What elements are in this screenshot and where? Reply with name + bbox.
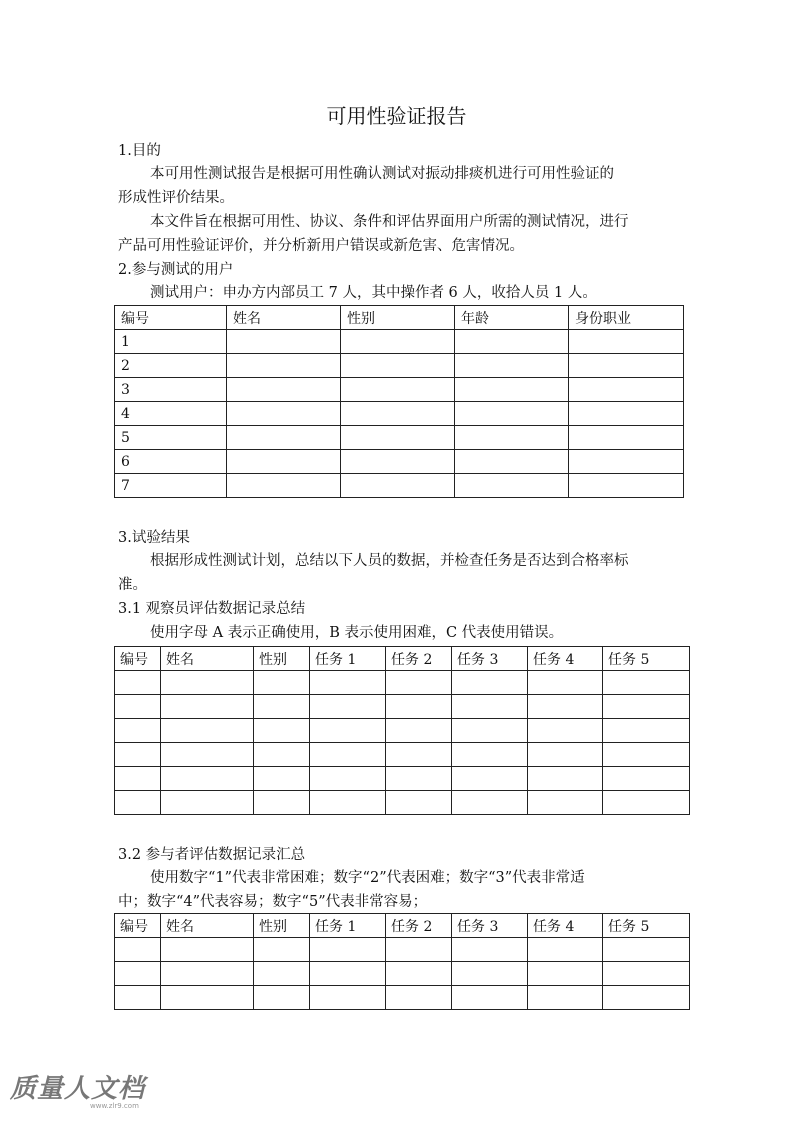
table-row bbox=[115, 450, 684, 474]
table-cell bbox=[452, 791, 528, 815]
table-cell bbox=[603, 719, 690, 743]
table-cell bbox=[341, 474, 455, 498]
table-row bbox=[115, 719, 690, 743]
header-cell: 编号 bbox=[115, 306, 227, 330]
paragraph-line: 本可用性测试报告是根据可用性确认测试对振动排痰机进行可用性验证的 bbox=[150, 166, 614, 182]
table-row bbox=[115, 938, 690, 962]
table-cell bbox=[227, 378, 341, 402]
table-cell bbox=[455, 450, 569, 474]
header-cell: 任务 2 bbox=[386, 647, 452, 671]
table-cell bbox=[455, 426, 569, 450]
watermark-text: 质量人文档 bbox=[10, 1074, 146, 1104]
header-cell: 姓名 bbox=[227, 306, 341, 330]
table-cell bbox=[254, 938, 310, 962]
header-cell: 任务 3 bbox=[452, 914, 528, 938]
paragraph-line: 根据形成性测试计划，总结以下人员的数据，并检查任务是否达到合格率标 bbox=[150, 553, 629, 569]
table-cell bbox=[227, 426, 341, 450]
table-cell bbox=[386, 986, 452, 1010]
row-number-cell: 2 bbox=[115, 354, 227, 378]
table-cell bbox=[386, 791, 452, 815]
table-row bbox=[115, 767, 690, 791]
table-cell bbox=[254, 695, 310, 719]
table-cell bbox=[386, 767, 452, 791]
table-row bbox=[115, 986, 690, 1010]
table-cell bbox=[603, 695, 690, 719]
table-cell bbox=[528, 962, 603, 986]
table-cell bbox=[603, 938, 690, 962]
table-cell bbox=[528, 986, 603, 1010]
table-cell bbox=[310, 671, 386, 695]
table-cell bbox=[310, 767, 386, 791]
section-3-heading: 3.试验结果 bbox=[118, 530, 190, 546]
table-cell bbox=[161, 743, 254, 767]
header-cell: 姓名 bbox=[161, 914, 254, 938]
table-cell bbox=[569, 330, 684, 354]
table-cell bbox=[310, 938, 386, 962]
row-number-cell: 4 bbox=[115, 402, 227, 426]
table-cell bbox=[254, 986, 310, 1010]
table-cell bbox=[603, 962, 690, 986]
table-cell bbox=[452, 767, 528, 791]
header-cell: 任务 4 bbox=[528, 647, 603, 671]
header-cell: 编号 bbox=[115, 914, 161, 938]
table-cell bbox=[603, 743, 690, 767]
table-cell bbox=[341, 402, 455, 426]
table-cell bbox=[310, 986, 386, 1010]
table-cell bbox=[452, 671, 528, 695]
table-cell bbox=[227, 330, 341, 354]
header-cell: 性别 bbox=[254, 914, 310, 938]
table-cell bbox=[452, 719, 528, 743]
participant-table-body bbox=[115, 938, 690, 1010]
table-cell bbox=[528, 719, 603, 743]
table-cell bbox=[452, 743, 528, 767]
table-cell bbox=[254, 671, 310, 695]
watermark-url: www.zlr9.com bbox=[90, 1102, 139, 1110]
table-cell bbox=[386, 719, 452, 743]
table-cell bbox=[341, 450, 455, 474]
table-cell bbox=[227, 450, 341, 474]
table-cell bbox=[161, 791, 254, 815]
table-row bbox=[115, 402, 684, 426]
table-cell bbox=[569, 378, 684, 402]
table-cell bbox=[455, 402, 569, 426]
table-cell bbox=[115, 695, 161, 719]
table-cell bbox=[528, 671, 603, 695]
table-cell bbox=[115, 962, 161, 986]
table-cell bbox=[452, 986, 528, 1010]
table-cell bbox=[115, 791, 161, 815]
header-cell: 任务 5 bbox=[603, 647, 690, 671]
table-header-row bbox=[115, 306, 684, 330]
header-cell: 任务 1 bbox=[310, 647, 386, 671]
table-cell bbox=[310, 962, 386, 986]
table-cell bbox=[161, 719, 254, 743]
table-cell bbox=[115, 767, 161, 791]
table-cell bbox=[455, 474, 569, 498]
table-cell bbox=[386, 743, 452, 767]
table-cell bbox=[452, 938, 528, 962]
table-cell bbox=[310, 743, 386, 767]
table-header-row bbox=[115, 647, 690, 671]
row-number-cell: 5 bbox=[115, 426, 227, 450]
header-cell: 任务 1 bbox=[310, 914, 386, 938]
header-cell: 任务 4 bbox=[528, 914, 603, 938]
table-row bbox=[115, 671, 690, 695]
table-cell bbox=[115, 986, 161, 1010]
table-cell bbox=[341, 426, 455, 450]
header-cell: 编号 bbox=[115, 647, 161, 671]
table-cell bbox=[603, 671, 690, 695]
table-cell bbox=[386, 962, 452, 986]
table-cell bbox=[528, 791, 603, 815]
participant-evaluation-table bbox=[114, 913, 690, 1010]
table-cell bbox=[452, 695, 528, 719]
table-row bbox=[115, 695, 690, 719]
table-cell bbox=[528, 743, 603, 767]
table-row bbox=[115, 426, 684, 450]
table-cell bbox=[161, 695, 254, 719]
row-number-cell: 1 bbox=[115, 330, 227, 354]
table-cell bbox=[115, 719, 161, 743]
table-cell bbox=[254, 743, 310, 767]
table-cell bbox=[227, 402, 341, 426]
table-cell bbox=[115, 938, 161, 962]
paragraph-line: 使用数字“1”代表非常困难；数字“2”代表困难；数字“3”代表非常适 bbox=[150, 870, 585, 886]
table-row bbox=[115, 330, 684, 354]
header-cell: 任务 5 bbox=[603, 914, 690, 938]
section-3-1-heading: 3.1 观察员评估数据记录总结 bbox=[118, 601, 306, 617]
table-cell bbox=[115, 671, 161, 695]
document-title: 可用性验证报告 bbox=[326, 104, 467, 128]
table-cell bbox=[528, 938, 603, 962]
table-row bbox=[115, 791, 690, 815]
table-cell bbox=[341, 378, 455, 402]
table-cell bbox=[569, 450, 684, 474]
header-cell: 任务 3 bbox=[452, 647, 528, 671]
table-row bbox=[115, 743, 690, 767]
paragraph-line: 本文件旨在根据可用性、协议、条件和评估界面用户所需的测试情况，进行 bbox=[150, 214, 629, 230]
table-cell bbox=[310, 791, 386, 815]
table-cell bbox=[386, 695, 452, 719]
row-number-cell: 3 bbox=[115, 378, 227, 402]
paragraph-line: 使用字母 A 表示正确使用，B 表示使用困难，C 代表使用错误。 bbox=[150, 625, 564, 641]
table-cell bbox=[603, 791, 690, 815]
table-cell bbox=[341, 330, 455, 354]
table-cell bbox=[528, 767, 603, 791]
header-cell: 性别 bbox=[254, 647, 310, 671]
table-row bbox=[115, 354, 684, 378]
header-cell: 姓名 bbox=[161, 647, 254, 671]
table-cell bbox=[386, 671, 452, 695]
observer-table-body bbox=[115, 671, 690, 815]
table-cell bbox=[161, 986, 254, 1010]
table-cell bbox=[254, 719, 310, 743]
table-cell bbox=[310, 719, 386, 743]
participant-table bbox=[114, 305, 684, 498]
paragraph-line: 中；数字“4”代表容易；数字“5”代表非常容易； bbox=[118, 894, 428, 910]
table-cell bbox=[455, 354, 569, 378]
table-cell bbox=[569, 354, 684, 378]
header-cell: 任务 2 bbox=[386, 914, 452, 938]
table-cell bbox=[341, 354, 455, 378]
table-cell bbox=[569, 426, 684, 450]
table-cell bbox=[569, 474, 684, 498]
paragraph-line: 准。 bbox=[118, 577, 147, 593]
table-cell bbox=[254, 791, 310, 815]
table-cell bbox=[254, 962, 310, 986]
table-cell bbox=[161, 938, 254, 962]
table-row bbox=[115, 962, 690, 986]
table-cell bbox=[455, 330, 569, 354]
table-cell bbox=[115, 743, 161, 767]
table-row bbox=[115, 474, 684, 498]
table-row bbox=[115, 378, 684, 402]
row-number-cell: 6 bbox=[115, 450, 227, 474]
table-cell bbox=[603, 986, 690, 1010]
table-cell bbox=[161, 671, 254, 695]
table-cell bbox=[386, 938, 452, 962]
paragraph-line: 产品可用性验证评价，并分析新用户错误或新危害、危害情况。 bbox=[118, 238, 524, 254]
table-cell bbox=[227, 474, 341, 498]
paragraph-line: 形成性评价结果。 bbox=[118, 190, 234, 206]
table-cell bbox=[455, 378, 569, 402]
table-cell bbox=[528, 695, 603, 719]
table-header-row bbox=[115, 914, 690, 938]
watermark-logo bbox=[10, 1072, 170, 1112]
header-cell: 身份职业 bbox=[569, 306, 684, 330]
table-cell bbox=[569, 402, 684, 426]
table-cell bbox=[603, 767, 690, 791]
section-2-heading: 2.参与测试的用户 bbox=[118, 262, 234, 278]
section-1-heading: 1.目的 bbox=[118, 143, 161, 159]
row-number-cell: 7 bbox=[115, 474, 227, 498]
table-cell bbox=[452, 962, 528, 986]
observer-evaluation-table bbox=[114, 646, 690, 815]
section-3-2-heading: 3.2 参与者评估数据记录汇总 bbox=[118, 847, 306, 863]
header-cell: 年龄 bbox=[455, 306, 569, 330]
header-cell: 性别 bbox=[341, 306, 455, 330]
table-cell bbox=[161, 962, 254, 986]
table-cell bbox=[310, 695, 386, 719]
table-cell bbox=[227, 354, 341, 378]
table-cell bbox=[161, 767, 254, 791]
paragraph-line: 测试用户：申办方内部员工 7 人，其中操作者 6 人，收拾人员 1 人。 bbox=[150, 285, 597, 301]
table-cell bbox=[254, 767, 310, 791]
